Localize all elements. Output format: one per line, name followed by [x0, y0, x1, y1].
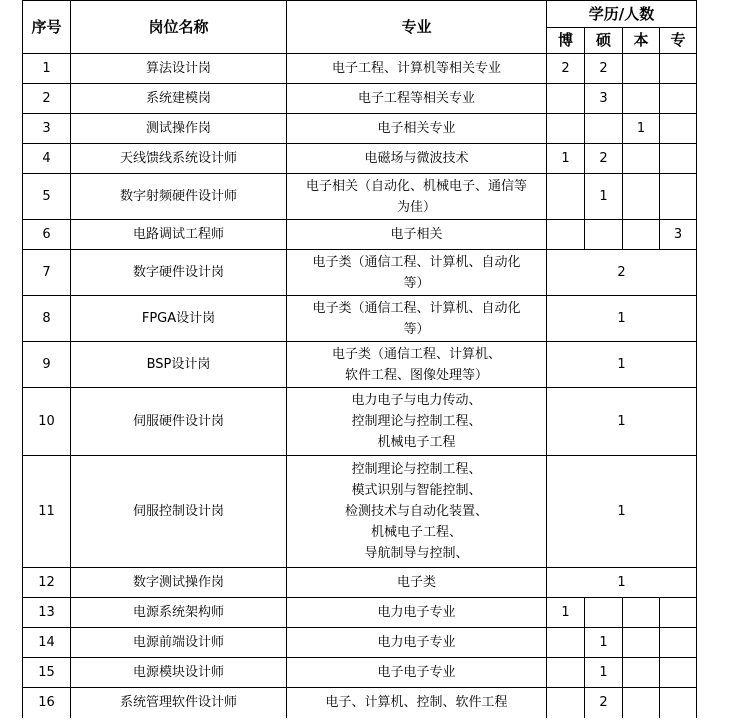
table-row	[23, 388, 697, 456]
row-seq: 15	[23, 658, 71, 688]
row-headcount-merged: 2	[547, 250, 697, 296]
row-major: 电子工程、计算机等相关专业	[287, 54, 547, 84]
row-position: BSP设计岗	[71, 342, 287, 388]
row-bachelor	[623, 54, 660, 84]
row-master: 1	[585, 628, 623, 658]
row-bachelor	[623, 658, 660, 688]
row-major: 电子相关	[287, 220, 547, 250]
row-position: 伺服硬件设计岗	[71, 388, 287, 456]
row-college: 3	[660, 220, 697, 250]
header-major: 专业	[287, 1, 547, 54]
recruitment-table	[22, 0, 697, 718]
table-row	[23, 114, 697, 144]
header-seq: 序号	[23, 1, 71, 54]
row-master	[585, 114, 623, 144]
row-college	[660, 144, 697, 174]
row-seq: 11	[23, 456, 71, 568]
row-major: 电子相关（自动化、机械电子、通信等 为佳）	[287, 174, 547, 220]
row-major: 电子类（通信工程、计算机、 软件工程、图像处理等）	[287, 342, 547, 388]
row-seq: 12	[23, 568, 71, 598]
row-bachelor	[623, 688, 660, 718]
row-phd	[547, 220, 585, 250]
row-position: 电源模块设计师	[71, 658, 287, 688]
row-master	[585, 220, 623, 250]
row-college	[660, 598, 697, 628]
row-bachelor	[623, 598, 660, 628]
row-position: 数字硬件设计岗	[71, 250, 287, 296]
row-seq: 7	[23, 250, 71, 296]
table-row	[23, 688, 697, 718]
row-bachelor	[623, 174, 660, 220]
row-phd	[547, 658, 585, 688]
table-row	[23, 174, 697, 220]
row-master: 3	[585, 84, 623, 114]
row-major: 电子相关专业	[287, 114, 547, 144]
row-seq: 5	[23, 174, 71, 220]
table-row	[23, 568, 697, 598]
row-college	[660, 54, 697, 84]
row-major: 电力电子与电力传动、 控制理论与控制工程、 机械电子工程	[287, 388, 547, 456]
row-phd	[547, 174, 585, 220]
row-major: 电磁场与微波技术	[287, 144, 547, 174]
row-phd	[547, 84, 585, 114]
row-college	[660, 84, 697, 114]
row-major: 电子类	[287, 568, 547, 598]
row-seq: 14	[23, 628, 71, 658]
table-row	[23, 342, 697, 388]
row-headcount-merged: 1	[547, 388, 697, 456]
row-major: 电力电子专业	[287, 598, 547, 628]
row-bachelor	[623, 84, 660, 114]
row-college	[660, 628, 697, 658]
row-master: 2	[585, 54, 623, 84]
row-major: 电子、计算机、控制、软件工程	[287, 688, 547, 718]
row-phd	[547, 628, 585, 658]
row-headcount-merged: 1	[547, 342, 697, 388]
row-position: 伺服控制设计岗	[71, 456, 287, 568]
header-college: 专	[660, 28, 697, 54]
row-master: 1	[585, 658, 623, 688]
header-position: 岗位名称	[71, 1, 287, 54]
row-seq: 8	[23, 296, 71, 342]
row-college	[660, 114, 697, 144]
row-major: 控制理论与控制工程、 模式识别与智能控制、 检测技术与自动化装置、 机械电子工程、 导航制导与控制、	[287, 456, 547, 568]
table-row	[23, 84, 697, 114]
table-row	[23, 628, 697, 658]
row-phd	[547, 688, 585, 718]
header-bachelor: 本	[623, 28, 660, 54]
row-major: 电力电子专业	[287, 628, 547, 658]
row-seq: 4	[23, 144, 71, 174]
row-college	[660, 688, 697, 718]
row-position: 系统管理软件设计师	[71, 688, 287, 718]
row-position: 测试操作岗	[71, 114, 287, 144]
row-headcount-merged: 1	[547, 568, 697, 598]
row-seq: 16	[23, 688, 71, 718]
table-row	[23, 144, 697, 174]
table-row	[23, 598, 697, 628]
row-seq: 3	[23, 114, 71, 144]
table-row	[23, 54, 697, 84]
row-seq: 9	[23, 342, 71, 388]
row-seq: 2	[23, 84, 71, 114]
row-major: 电子工程等相关专业	[287, 84, 547, 114]
row-position: 天线馈线系统设计师	[71, 144, 287, 174]
row-master	[585, 598, 623, 628]
header-education-count: 学历/人数	[547, 1, 697, 28]
table-row	[23, 456, 697, 568]
row-master: 2	[585, 688, 623, 718]
row-headcount-merged: 1	[547, 296, 697, 342]
row-bachelor: 1	[623, 114, 660, 144]
row-position: 电路调试工程师	[71, 220, 287, 250]
row-position: 数字射频硬件设计师	[71, 174, 287, 220]
table-row	[23, 296, 697, 342]
row-position: 数字测试操作岗	[71, 568, 287, 598]
table-row	[23, 220, 697, 250]
row-master: 1	[585, 174, 623, 220]
row-college	[660, 174, 697, 220]
row-position: 电源系统架构师	[71, 598, 287, 628]
row-bachelor	[623, 628, 660, 658]
row-bachelor	[623, 144, 660, 174]
table-row	[23, 658, 697, 688]
row-seq: 13	[23, 598, 71, 628]
row-position: FPGA设计岗	[71, 296, 287, 342]
row-major: 电子电子专业	[287, 658, 547, 688]
row-major: 电子类（通信工程、计算机、自动化 等）	[287, 296, 547, 342]
row-position: 算法设计岗	[71, 54, 287, 84]
table-row	[23, 250, 697, 296]
row-seq: 1	[23, 54, 71, 84]
row-position: 系统建模岗	[71, 84, 287, 114]
row-phd	[547, 114, 585, 144]
header-phd: 博	[547, 28, 585, 54]
row-headcount-merged: 1	[547, 456, 697, 568]
row-phd: 2	[547, 54, 585, 84]
row-phd: 1	[547, 144, 585, 174]
row-seq: 6	[23, 220, 71, 250]
row-college	[660, 658, 697, 688]
header-master: 硕	[585, 28, 623, 54]
row-bachelor	[623, 220, 660, 250]
row-phd: 1	[547, 598, 585, 628]
row-master: 2	[585, 144, 623, 174]
row-seq: 10	[23, 388, 71, 456]
row-major: 电子类（通信工程、计算机、自动化 等）	[287, 250, 547, 296]
row-position: 电源前端设计师	[71, 628, 287, 658]
